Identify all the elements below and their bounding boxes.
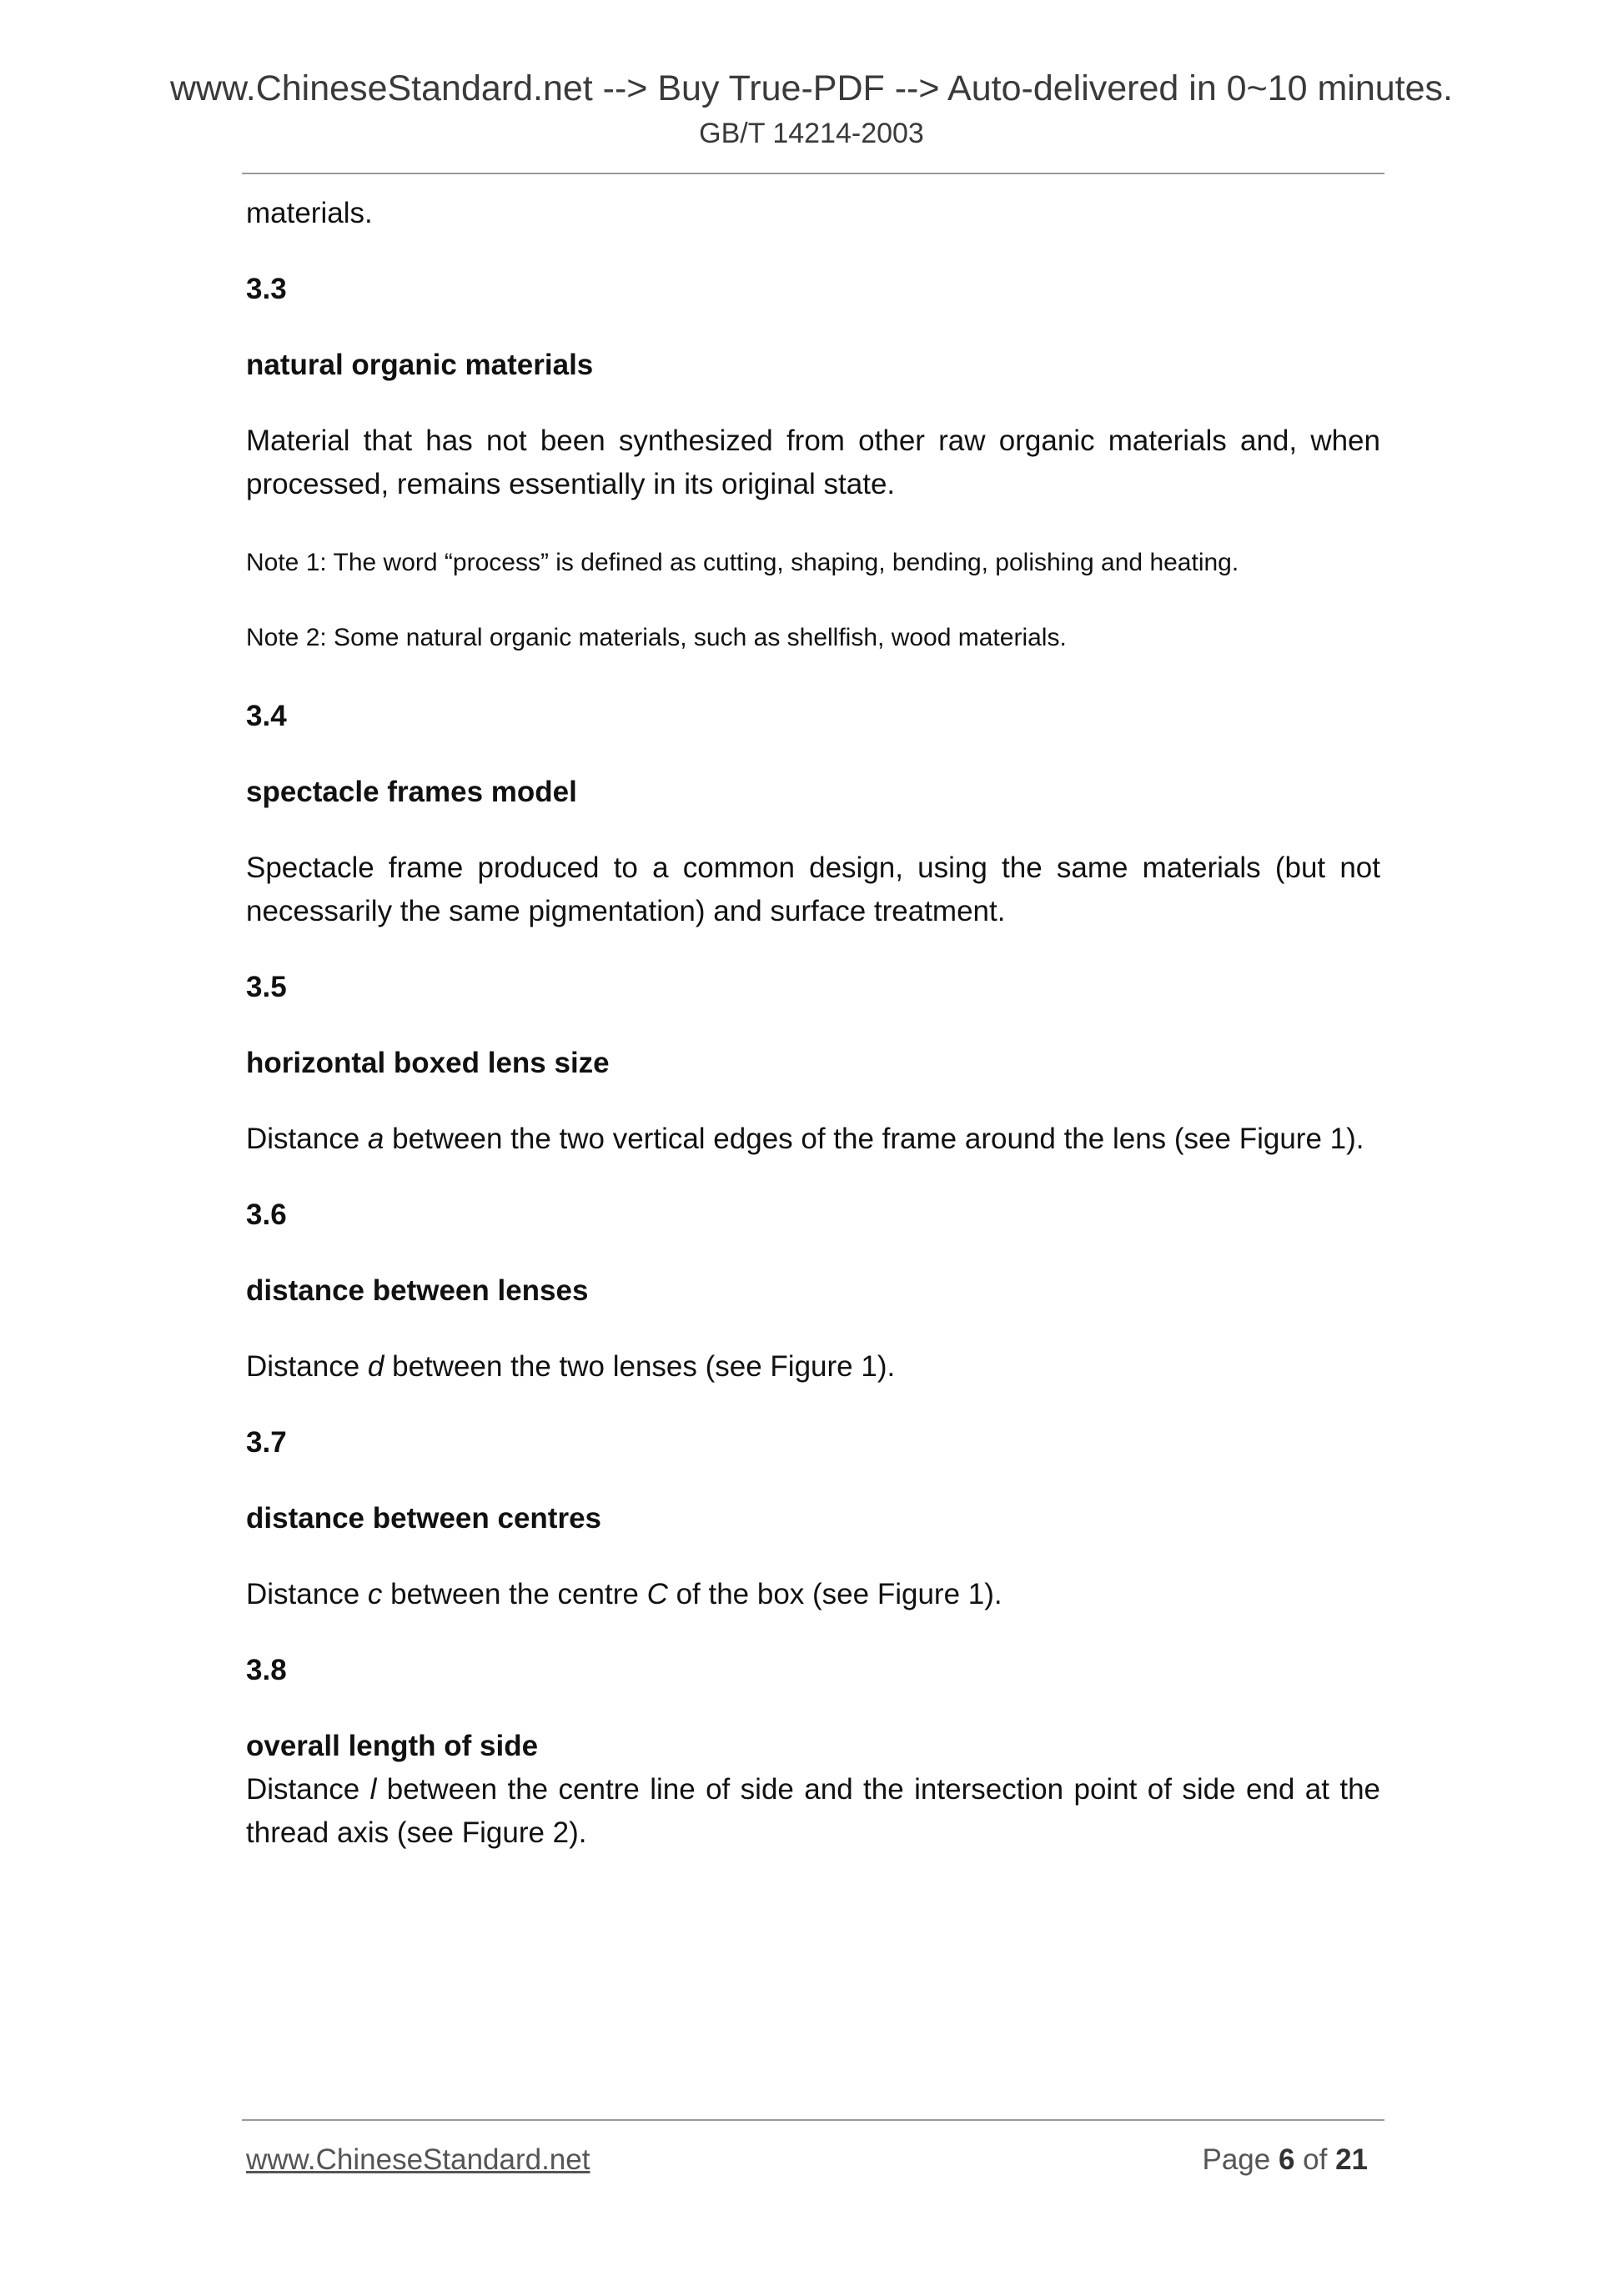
clause-number-3-6: 3.6 [246, 1198, 287, 1231]
page-current: 6 [1278, 2143, 1295, 2176]
clause-number-3-7: 3.7 [246, 1426, 287, 1459]
note-1-3-3: Note 1: The word “process” is defined as cutting, shaping, bending, polishing and heating. [246, 549, 1239, 576]
variable-C: C [646, 1578, 668, 1610]
clause-number-3-4: 3.4 [246, 700, 287, 732]
term-3-8: overall length of side [246, 1730, 539, 1762]
definition-3-5: Distance a between the two vertical edges of the frame around the lens (see Figure 1). [246, 1123, 1364, 1155]
variable-c: c [367, 1578, 383, 1610]
header-banner: www.ChineseStandard.net --> Buy True-PDF --> Auto-delivered in 0~10 minutes. [169, 68, 1453, 108]
definition-3-4: Spectacle frame produced to a common design, using the same materials (but not necessarily the same pigmentation) and surface treatment. [246, 852, 1380, 927]
footer-divider [242, 2119, 1384, 2121]
variable-d: d [367, 1350, 384, 1383]
definition-3-8: Distance l between the centre line of side and the intersection point of side end at the thread axis (see Figure 2). [246, 1773, 1380, 1849]
document-body [246, 192, 1380, 1855]
standard-number: GB/T 14214-2003 [699, 118, 924, 149]
clause-number-3-5: 3.5 [246, 971, 287, 1003]
note-2-3-3: Note 2: Some natural organic materials, such as shellfish, wood materials. [246, 624, 1067, 651]
variable-l: l [369, 1773, 377, 1806]
footer [246, 2140, 1368, 2180]
term-3-4: spectacle frames model [246, 776, 577, 808]
header-divider [242, 173, 1384, 174]
term-3-3: natural organic materials [246, 349, 594, 381]
term-3-6: distance between lenses [246, 1274, 589, 1307]
definition-3-7: Distance c between the centre C of the box (see Figure 1). [246, 1578, 1002, 1610]
clause-number-3-3: 3.3 [246, 273, 287, 305]
definition-3-6: Distance d between the two lenses (see Figure 1). [246, 1350, 896, 1383]
page-indicator: Page 6 of 21 [1202, 2143, 1368, 2176]
variable-a: a [367, 1123, 384, 1155]
term-3-5: horizontal boxed lens size [246, 1047, 610, 1079]
definition-3-3: Material that has not been synthesized from other raw organic materials and, when processed, remains essentially in its original state. [246, 425, 1380, 500]
footer-site-link[interactable]: www.ChineseStandard.net [246, 2143, 590, 2176]
continuation-text: materials. [246, 197, 373, 229]
page-total: 21 [1335, 2143, 1368, 2176]
term-3-7: distance between centres [246, 1502, 601, 1535]
clause-number-3-8: 3.8 [246, 1654, 287, 1686]
